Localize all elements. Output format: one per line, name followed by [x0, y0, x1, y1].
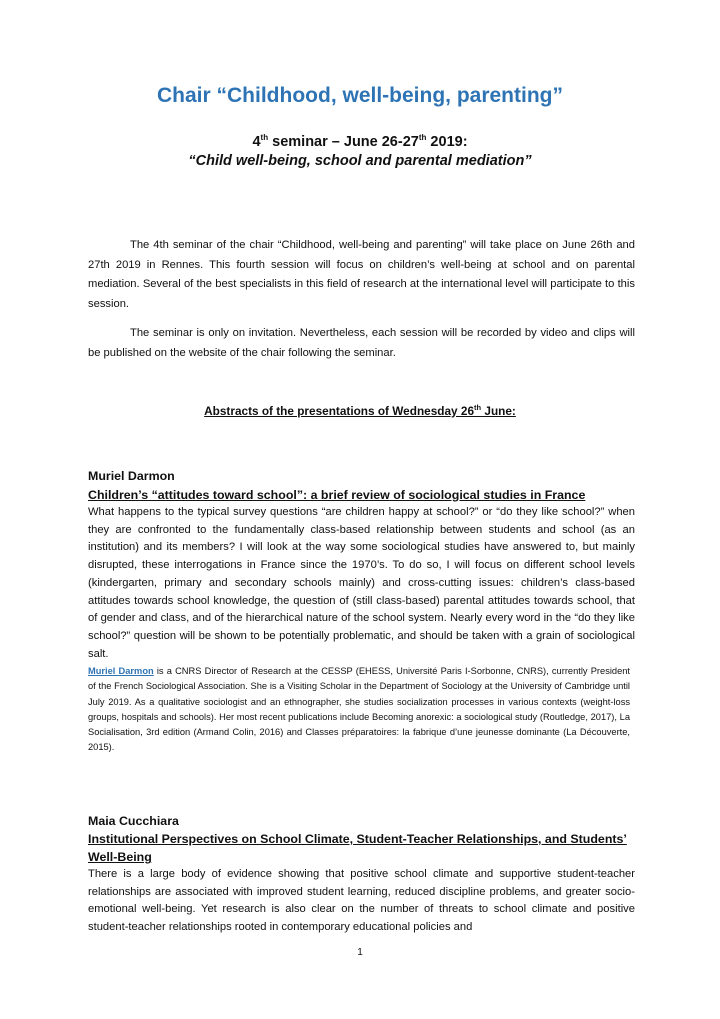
talk-abstract: What happens to the typical survey questions “are children happy at school?” or “do they like school?” when they are confronted to the fundamentally class-based relationship between students and school (as an institution) and its members? I will look at the way some sociological studies have answered to, but mainly disrupted, these interrogations in France since the 1970’s. To do so, I will focus on different school levels (kindergarten, primary and secondary schools mainly) and cross-cutting issues: children’s class-based attitudes towards school knowledge, the question of (still class-based) parental attitudes towards school, that of gender and class, and of the hierarchical nature of the school system. Nearly every word in the “do they like school?” question will be shown to be potentially problematic, and should be taken with a grain of sociological salt. [88, 506, 635, 660]
speaker-bio [88, 664, 630, 756]
intro-paragraph-2-text: The seminar is only on invitation. Nevertheless, each session will be recorded by video and clips will be published on the website of the chair following the seminar. [88, 327, 635, 359]
seminar-number: 4 [252, 133, 261, 150]
speaker-name: Muriel Darmon [88, 469, 175, 483]
abstracts-heading-tail: June: [481, 403, 516, 418]
talk-title: Children’s “attitudes toward school”: a brief review of sociological studies in France [88, 488, 586, 502]
intro-paragraph-1-text: The 4th seminar of the chair “Childhood, well-being and parenting” will take place on June 26th and 27th 2019 in Rennes. This fourth session will focus on children’s well-being at school and on parental mediation. Several of the best specialists in this field of research at the international level will participate to this session. [88, 239, 635, 310]
seminar-year: 2019: [426, 133, 468, 150]
page-title: Chair “Childhood, well-being, parenting” [157, 84, 563, 107]
abstracts-heading-text: Abstracts of the presentations of Wednesday 26 [204, 403, 475, 418]
intro-paragraph-2 [88, 324, 635, 363]
abstracts-heading [0, 403, 720, 418]
page-number: 1 [357, 947, 363, 958]
seminar-date-suffix: th [418, 133, 427, 142]
seminar-subtitle: “Child well-being, school and parental mediation” [188, 153, 532, 169]
talk-title: Institutional Perspectives on School Climate, Student-Teacher Relationships, and Students’ Well-Being [88, 832, 627, 864]
talk-abstract: There is a large body of evidence showing that positive school climate and supportive student-teacher relationships are associated with improved student learning, reduced discipline problems, and greater socio-emotional well-being. Yet research is also clear on the number of threats to school climate and positive student-teacher relationships rooted in contemporary educational policies and [88, 868, 635, 934]
seminar-line [0, 133, 720, 150]
seminar-number-suffix: th [260, 133, 269, 142]
intro-paragraph-1 [88, 236, 635, 314]
seminar-text: seminar – June 26-27 [268, 133, 419, 150]
speaker-name: Maia Cucchiara [88, 814, 179, 828]
speaker-bio-text: is a CNRS Director of Research at the CESSP (EHESS, Université Paris I-Sorbonne, CNRS), currently President of the French Sociological Association. She is a Visiting Scholar in the Department of Sociology at the University of Cambridge until July 2019. As a qualitative sociologist and an ethnographer, she studies socialization processes in various contexts (weight-loss groups, hospitals and schools). Her most recent publications include Becoming anorexic: a sociological study (Routledge, 2017), La Socialisation, 3rd edition (Armand Colin, 2016) and Classes préparatoires: la fabrique d’une jeunesse dominante (La Découverte, 2015). [88, 666, 631, 753]
speaker-bio-link[interactable]: Muriel Darmon [88, 666, 154, 676]
abstracts-heading-suffix: th [474, 403, 482, 412]
